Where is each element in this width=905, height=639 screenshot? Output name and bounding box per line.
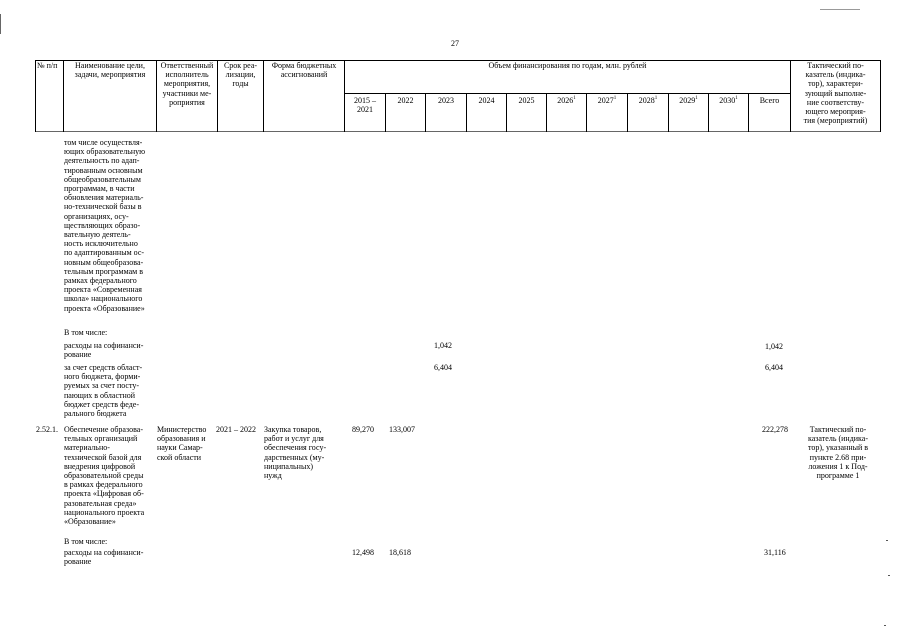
- grid-line: [880, 60, 881, 132]
- row-val-2022: 133,007: [389, 425, 415, 434]
- continuation-regional-label: за счет средств област- ного бюджета, форми- руемых за счет посту- пающих в областной бюджет средств феде- рального бюджета: [64, 363, 143, 419]
- row-name: Обеспечение образова- тельных организаций материально- технической базой для внедрения цифровой образовательной среды в рамках федерального проекта «Цифровая об- разовательная среда» национального проекта «Образование»: [64, 425, 145, 527]
- header-responsible: Ответственный исполнитель мероприятия, участники ме- роприятия: [160, 61, 214, 107]
- header-num: № п/п: [37, 61, 58, 70]
- scan-speck: [886, 540, 888, 541]
- row-cofin-2015-2021: 12,498: [352, 548, 374, 557]
- row-responsible: Министерство образования и науки Самар- ской области: [157, 425, 207, 462]
- row-indicator: Тактический по- казатель (индика- тор), указанный в пункте 2.68 при- ложения 1 к Под- программе 1: [807, 425, 869, 481]
- header-year-2027: 2027$^1$: [597, 96, 617, 105]
- header-total: Всего: [759, 96, 780, 105]
- scan-mark: [820, 9, 860, 10]
- header-indicator: Тактический по- казатель (индика- тор), характери- зующий выполне- ние соответству- ющего мероприя- тия (мероприятий): [803, 61, 868, 126]
- row-in-total: В том числе:: [64, 537, 108, 546]
- row-cofin-2022: 18,618: [389, 548, 411, 557]
- page-number: 27: [451, 39, 459, 48]
- scan-speck: [888, 575, 890, 576]
- header-year-2023: 2023: [438, 96, 454, 105]
- header-year-2025: 2025: [518, 96, 535, 105]
- header-volume: Объем финансирования по годам, млн. рублей: [488, 61, 647, 70]
- continuation-cofin-label: расходы на софинанси- рование: [64, 341, 144, 360]
- continuation-cofin-total: 1,042: [765, 342, 783, 351]
- continuation-in-total: В том числе:: [64, 328, 108, 337]
- grid-line: [35, 60, 36, 132]
- header-name: Наименование цели, задачи, мероприятия: [74, 61, 146, 80]
- scan-mark: [0, 14, 1, 34]
- header-year-2015-2021: 2015 – 2021: [354, 96, 376, 115]
- continuation-cofin-2023: 1,042: [434, 341, 452, 350]
- row-form: Закупка товаров, работ и услуг для обеспечения госу- дарственных (му- ниципальных) нужд: [264, 425, 327, 481]
- row-total: 222,278: [762, 425, 788, 434]
- row-number: 2.52.1.: [36, 425, 58, 434]
- header-year-2024: 2024: [478, 96, 495, 105]
- row-cofin-label: расходы на софинанси- рование: [64, 548, 144, 567]
- header-year-2026: 2026$^1$: [557, 96, 576, 105]
- header-year-2030: 2030$^1$: [719, 96, 738, 105]
- header-year-2029: 2029$^1$: [679, 96, 698, 105]
- row-cofin-total: 31,116: [764, 548, 786, 557]
- header-year-2028: 2028$^1$: [638, 96, 658, 105]
- continuation-regional-2023: 6,404: [434, 363, 452, 372]
- header-bottom-border: [35, 131, 880, 132]
- scan-speck: [884, 625, 886, 626]
- header-term: Срок реа- лизации, годы: [223, 61, 258, 89]
- continuation-regional-total: 6,404: [765, 363, 783, 372]
- continuation-name: том числе осуществля- ющих образовательную деятельность по адап- тированным основным общеобразовательным программам, в части обновления материаль- но-технической базы в организациях, осу- ществляющих образо- вательную деятель- ность исключительно по адаптированным ос- новным общеобразова- тельным программам в рамках федерального проекта «Современная школа» национального проекта «Образование»: [64, 138, 146, 313]
- row-val-2015-2021: 89,270: [352, 425, 374, 434]
- years-row-border: [344, 93, 790, 94]
- header-year-2022: 2022: [397, 96, 414, 105]
- row-term: 2021 – 2022: [216, 425, 256, 434]
- header-form: Форма бюджетных ассигнований: [271, 61, 337, 80]
